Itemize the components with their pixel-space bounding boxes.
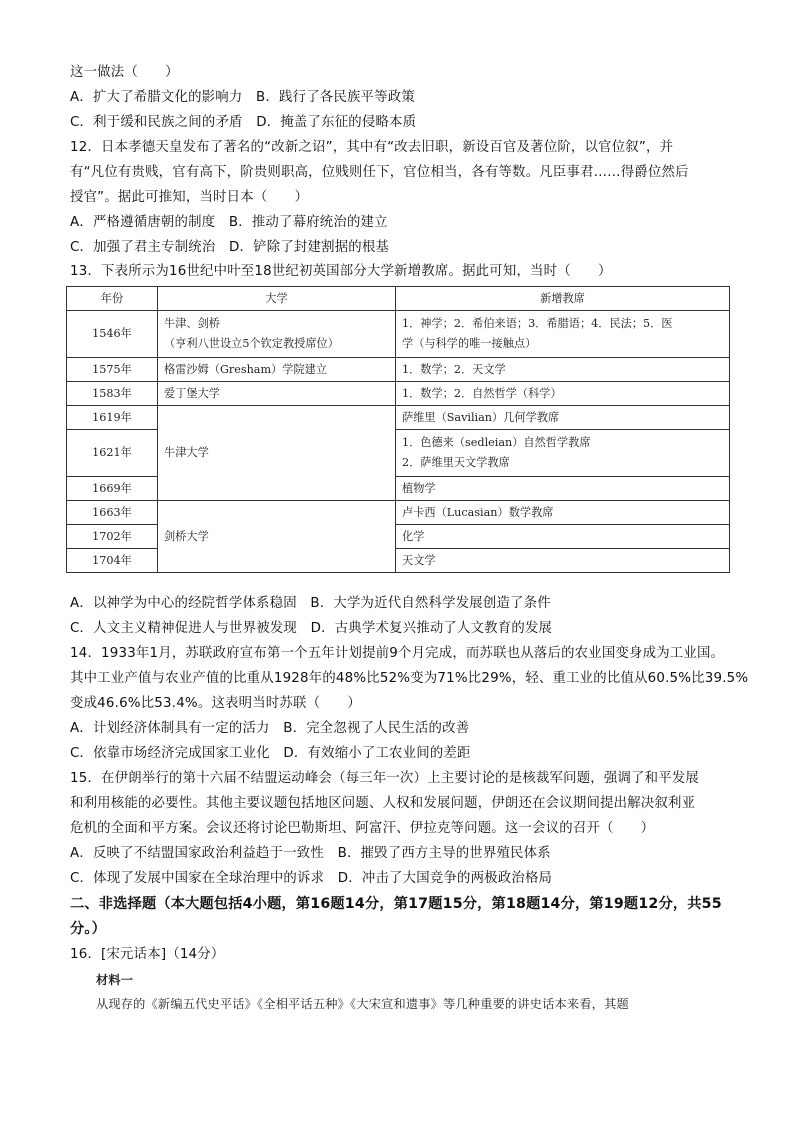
cell-year: 1669年: [67, 477, 158, 501]
cell-university: 爱丁堡大学: [158, 382, 396, 406]
cell-chairs: 植物学: [396, 477, 730, 501]
q12-options-cd: C．加强了君主专制统治 D．铲除了封建割据的根基: [70, 240, 390, 255]
header-year: 年份: [67, 287, 158, 311]
cell-year: 1583年: [67, 382, 158, 406]
cell-line: 牛津、剑桥: [164, 317, 220, 330]
material-label: 材料一: [96, 973, 134, 987]
cell-year: 1546年: [67, 311, 158, 358]
q11-options-cd: C．利于缓和民族之间的矛盾 D．掩盖了东征的侵略本质: [70, 115, 417, 130]
cell-university: [158, 311, 396, 358]
q12-line1: 12．日本孝德天皇发布了著名的“改新之诏”，其中有“改去旧职，新设百官及著位阶，以官位叙”，并: [70, 140, 674, 155]
q13-options-cd: C．人文主义精神促进人与世界被发现 D．古典学术复兴推动了人文教育的发展: [70, 621, 553, 636]
header-chairs: 新增教席: [396, 287, 730, 311]
cell-chairs: [396, 430, 730, 477]
q11-options-ab: A．扩大了希腊文化的影响力 B．践行了各民族平等政策: [70, 90, 415, 105]
cell-university-cambridge: 剑桥大学: [158, 501, 396, 573]
cell-year: 1619年: [67, 406, 158, 430]
cell-chairs: 化学: [396, 525, 730, 549]
q12-options-ab: A．严格遵循唐朝的制度 B．推动了幕府统治的建立: [70, 215, 388, 230]
q14-options-ab: A．计划经济体制具有一定的活力 B．完全忽视了人民生活的改善: [70, 721, 470, 736]
table-row: [67, 382, 730, 406]
q14-options-cd: C．依靠市场经济完成国家工业化 D．有效缩小了工农业间的差距: [70, 746, 471, 761]
cell-university-oxford: 牛津大学: [158, 406, 396, 501]
cell-university: 格雷沙姆（Gresham）学院建立: [158, 358, 396, 382]
table-header-row: [67, 287, 730, 311]
chairs-table: [66, 286, 730, 573]
table-row: [67, 501, 730, 525]
cell-chairs: 1．数学；2．天文学: [396, 358, 730, 382]
table-row: [67, 358, 730, 382]
q15-line1: 15．在伊朗举行的第十六届不结盟运动峰会（每三年一次）上主要讨论的是核裁军问题，强调了和平发展: [70, 771, 700, 786]
cell-year: 1575年: [67, 358, 158, 382]
q12-line3: 授官”。据此可推知，当时日本（ ）: [70, 190, 309, 205]
q15-options-cd: C．体现了发展中国家在全球治理中的诉求 D．冲击了大国竞争的两极政治格局: [70, 871, 553, 886]
q12-line2: 有“凡位有贵贱，官有高下，阶贵则职高，位贱则任下，官位相当，各有等数。凡臣事君……得爵位然后: [70, 165, 689, 180]
cell-year: 1621年: [67, 430, 158, 477]
cell-chairs: [396, 311, 730, 358]
q13-stem: 13．下表所示为16世纪中叶至18世纪初英国部分大学新增教席。据此可知，当时（ ）: [70, 264, 612, 279]
q16-title: 16．[宋元话本]（14分）: [70, 947, 225, 962]
q14-line1: 14．1933年1月，苏联政府宣布第一个五年计划提前9个月完成，而苏联也从落后的农业国变身成为工业国。: [70, 646, 725, 661]
section-heading: 二、非选择题（本大题包括4小题，第16题14分，第17题15分，第18题14分，第19题12分，共55: [70, 896, 722, 912]
q13-options-ab: A．以神学为中心的经院哲学体系稳固 B．大学为近代自然科学发展创造了条件: [70, 596, 551, 611]
q14-line3: 变成46.6%比53.4%。这表明当时苏联（ ）: [70, 696, 361, 711]
cell-chairs: 天文学: [396, 549, 730, 573]
cell-line: （亨利八世设立5个钦定教授席位）: [164, 337, 339, 350]
cell-line: 2．萨维里天文学教席: [402, 456, 510, 469]
cell-year: 1702年: [67, 525, 158, 549]
cell-year: 1704年: [67, 549, 158, 573]
table-row: [67, 406, 730, 430]
cell-line: 1．色德来（sedleian）自然哲学教席: [402, 436, 591, 449]
section-heading-cont: 分。）: [70, 921, 107, 937]
material-text: 从现存的《新编五代史平话》《全相平话五种》《大宋宣和遗事》等几种重要的讲史话本来看，其题: [96, 997, 629, 1011]
cell-chairs: 卢卡西（Lucasian）数学教席: [396, 501, 730, 525]
q15-line3: 危机的全面和平方案。会议还将讨论巴勒斯坦、阿富汗、伊拉克等问题。这一会议的召开（ ）: [70, 821, 655, 836]
cell-year: 1663年: [67, 501, 158, 525]
q11-tail: 这一做法（ ）: [70, 65, 179, 80]
cell-line: 学（与科学的唯一接触点）: [402, 337, 537, 350]
cell-chairs: 萨维里（Savilian）几何学教席: [396, 406, 730, 430]
cell-line: 1．神学；2．希伯来语；3．希腊语；4．民法；5．医: [402, 317, 673, 330]
q14-line2: 其中工业产值与农业产值的比重从1928年的48%比52%变为71%比29%，轻、重工业的比值从60.5%比39.5%: [70, 671, 749, 686]
q15-options-ab: A．反映了不结盟国家政治利益趋于一致性 B．摧毁了西方主导的世界殖民体系: [70, 846, 551, 861]
q15-line2: 和利用核能的必要性。其他主要议题包括地区问题、人权和发展问题，伊朗还在会议期间提出解决叙利亚: [70, 796, 696, 811]
table-row: [67, 311, 730, 358]
header-university: 大学: [158, 287, 396, 311]
cell-chairs: 1．数学；2．自然哲学（科学）: [396, 382, 730, 406]
